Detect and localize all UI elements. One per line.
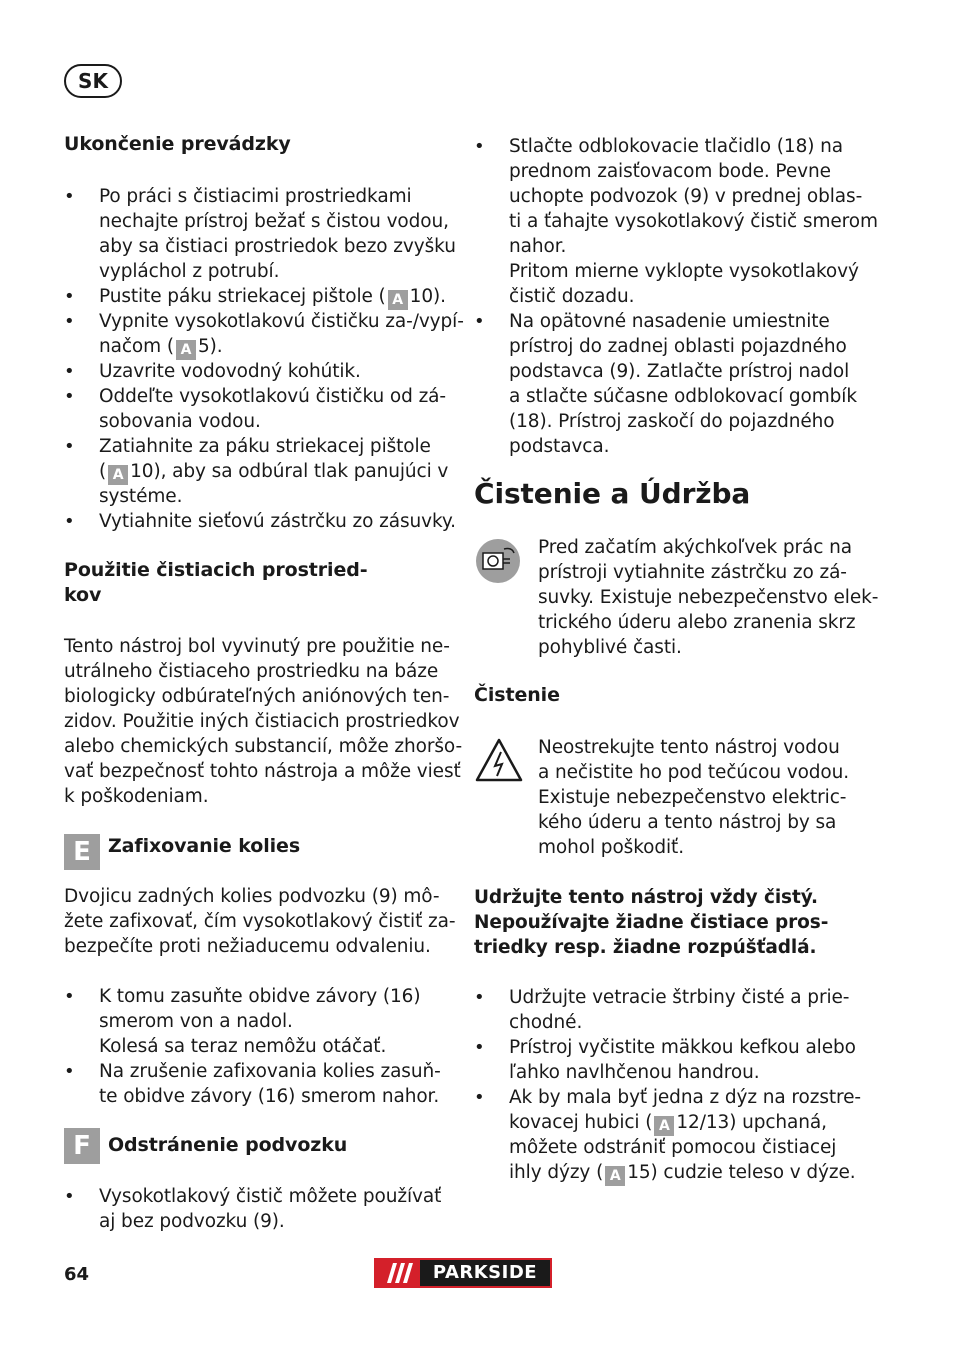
list-item-line: Na zrušenie zafixovania kolies zasuň- [99, 1061, 441, 1082]
paragraph-line: biologicky odbúrateľných aniónových ten- [64, 686, 450, 707]
section-letter-e-icon: E [64, 834, 100, 870]
list-item-line: aj bez podvozku (9). [99, 1211, 285, 1232]
section-letter-f-icon: F [64, 1128, 100, 1164]
bullet-icon: • [64, 1186, 75, 1207]
list-item-line: kovacej hubici ( A 12/13) upchaná, [509, 1112, 827, 1134]
logo-stripes-icon [376, 1260, 420, 1286]
bullet-icon: • [64, 1061, 75, 1082]
figure-a-marker-icon: A [176, 340, 196, 360]
list-item-line: K tomu zasuňte obidve závory (16) [99, 986, 421, 1007]
subsection-title-cleaning: Čistenie [474, 684, 560, 706]
note-line: prístroji vytiahnite zástrčku zo zá- [538, 562, 847, 583]
figure-a-marker-icon: A [605, 1166, 625, 1186]
figure-a-marker-icon: A [388, 290, 408, 310]
list-item-line: ( A 10), aby sa odbúral tlak panujúci v [99, 461, 449, 483]
list-item-line: Vysokotlakový čistič môžete používať [99, 1186, 442, 1207]
list-item-line: Pustite páku striekacej pištole ( A 10). [99, 286, 446, 308]
bullet-icon: • [64, 311, 75, 332]
list-item-line: vypláchol z potrubí. [99, 261, 280, 282]
list-item-line: prístroj do zadnej oblasti pojazdného [509, 336, 847, 357]
bullet-icon: • [64, 186, 75, 207]
brand-name: PARKSIDE [420, 1260, 550, 1286]
section-title-remove-chassis: Odstránenie podvozku [108, 1134, 348, 1156]
list-item-line: nahor. [509, 236, 567, 257]
warning-line: Existuje nebezpečenstvo elektric- [538, 787, 847, 808]
page-number: 64 [64, 1264, 90, 1285]
list-item-line: čistič dozadu. [509, 286, 635, 307]
list-item-line: aby sa čistiaci prostriedok bezo zvyšku [99, 236, 456, 257]
list-item-line: ihly dýzy ( A 15) cudzie teleso v dýze. [509, 1162, 856, 1184]
bold-paragraph-line: triedky resp. žiadne rozpúšťadlá. [474, 937, 817, 958]
paragraph-line: zidov. Použitie iných čistiacich prostriedkov [64, 711, 460, 732]
bold-paragraph-line: Nepoužívajte žiadne čistiace pros- [474, 912, 829, 933]
section-title-wheel-lock: Zafixovanie kolies [108, 835, 301, 857]
list-item-line: (18). Prístroj zaskočí do pojazdného [509, 411, 835, 432]
warning-line: Neostrekujte tento nástroj vodou [538, 737, 840, 758]
figure-a-marker-icon: A [108, 465, 128, 485]
brand-logo [374, 1258, 552, 1288]
note-line: suvky. Existuje nebezpečenstvo elek- [538, 587, 879, 608]
paragraph-line: Dvojicu zadných kolies podvozku (9) mô- [64, 886, 440, 907]
bullet-icon: • [64, 986, 75, 1007]
list-item-line: te obidve závory (16) smerom nahor. [99, 1086, 440, 1107]
list-item-line: môžete odstrániť pomocou čistiacej [509, 1137, 837, 1158]
list-item-line: načom ( A 5). [99, 336, 223, 358]
list-item-line: Ak by mala byť jedna z dýz na rozstre- [509, 1087, 861, 1108]
section-title-detergents-cont: kov [64, 584, 102, 606]
note-line: trického úderu alebo zranenia skrz [538, 612, 856, 633]
list-item-line: Vytiahnite sieťovú zástrčku zo zásuvky. [99, 511, 456, 532]
list-item-line: a stlačte súčasne odblokovací gombík [509, 386, 857, 407]
list-item-line: Uzavrite vodovodný kohútik. [99, 361, 361, 382]
list-item-line: Vypnite vysokotlakovú čističku za-/vypí- [99, 311, 464, 332]
bullet-icon: • [474, 1087, 485, 1108]
list-item-line: prednom zaisťovacom bode. Pevne [509, 161, 831, 182]
list-item-line: ľahko navlhčenou handrou. [509, 1062, 760, 1083]
electric-warning-icon [474, 737, 524, 783]
paragraph-line: Tento nástroj bol vyvinutý pre použitie ne- [64, 636, 450, 657]
bullet-icon: • [64, 511, 75, 532]
list-item-line: podstavca (9). Zatlačte prístroj nadol [509, 361, 850, 382]
list-item-line: Oddeľte vysokotlakovú čističku od zá- [99, 386, 446, 407]
paragraph-line: žete zafixovať, čím vysokotlakový čistiť za- [64, 911, 456, 932]
main-section-title: Čistenie a Údržba [474, 477, 751, 510]
note-line: Pred začatím akýchkoľvek prác na [538, 537, 852, 558]
list-item-line: podstavca. [509, 436, 610, 457]
warning-line: kého úderu a tento nástroj by sa [538, 812, 837, 833]
warning-line: a nečistite ho pod tečúcou vodou. [538, 762, 850, 783]
paragraph-line: bezpečíte proti nežiaducemu odvaleniu. [64, 936, 431, 957]
list-item-line: uchopte podvozok (9) v prednej oblas- [509, 186, 863, 207]
list-item-line: Kolesá sa teraz nemôžu otáčať. [99, 1036, 387, 1057]
list-item-line: sobovania vodou. [99, 411, 261, 432]
bullet-icon: • [64, 436, 75, 457]
bullet-icon: • [64, 386, 75, 407]
paragraph-line: vať bezpečnosť tohto nástroja a môže viesť [64, 761, 461, 782]
list-item-line: Zatiahnite za páku striekacej pištole [99, 436, 431, 457]
paragraph-line: k poškodeniam. [64, 786, 209, 807]
list-item-line: Po práci s čistiacimi prostriedkami [99, 186, 412, 207]
unplug-icon [474, 537, 522, 585]
bullet-icon: • [474, 311, 485, 332]
paragraph-line: utrálneho čistiaceho prostriedku na báze [64, 661, 439, 682]
list-item-line: Na opätovné nasadenie umiestnite [509, 311, 830, 332]
bullet-icon: • [64, 361, 75, 382]
section-title-detergents: Použitie čistiacich prostried- [64, 559, 368, 581]
list-item-line: Prístroj vyčistite mäkkou kefkou alebo [509, 1037, 856, 1058]
bullet-icon: • [474, 136, 485, 157]
figure-a-marker-icon: A [654, 1116, 674, 1136]
bullet-icon: • [474, 1037, 485, 1058]
note-line: pohyblivé časti. [538, 637, 682, 658]
list-item-line: Stlačte odblokovacie tlačidlo (18) na [509, 136, 843, 157]
bullet-icon: • [474, 987, 485, 1008]
list-item-line: Udržujte vetracie štrbiny čisté a prie- [509, 987, 850, 1008]
bullet-icon: • [64, 286, 75, 307]
list-item-line: nechajte prístroj bežať s čistou vodou, [99, 211, 449, 232]
language-badge: SK [64, 64, 122, 98]
list-item-line: ti a ťahajte vysokotlakový čistič smerom [509, 211, 878, 232]
paragraph-line: alebo chemických substancií, môže zhoršo- [64, 736, 463, 757]
warning-line: mohol poškodiť. [538, 837, 684, 858]
bold-paragraph-line: Udržujte tento nástroj vždy čistý. [474, 887, 818, 908]
list-item-line: chodné. [509, 1012, 583, 1033]
list-item-line: systéme. [99, 486, 183, 507]
list-item-line: Pritom mierne vyklopte vysokotlakový [509, 261, 859, 282]
section-title-shutdown: Ukončenie prevádzky [64, 133, 291, 155]
list-item-line: smerom von a nadol. [99, 1011, 293, 1032]
